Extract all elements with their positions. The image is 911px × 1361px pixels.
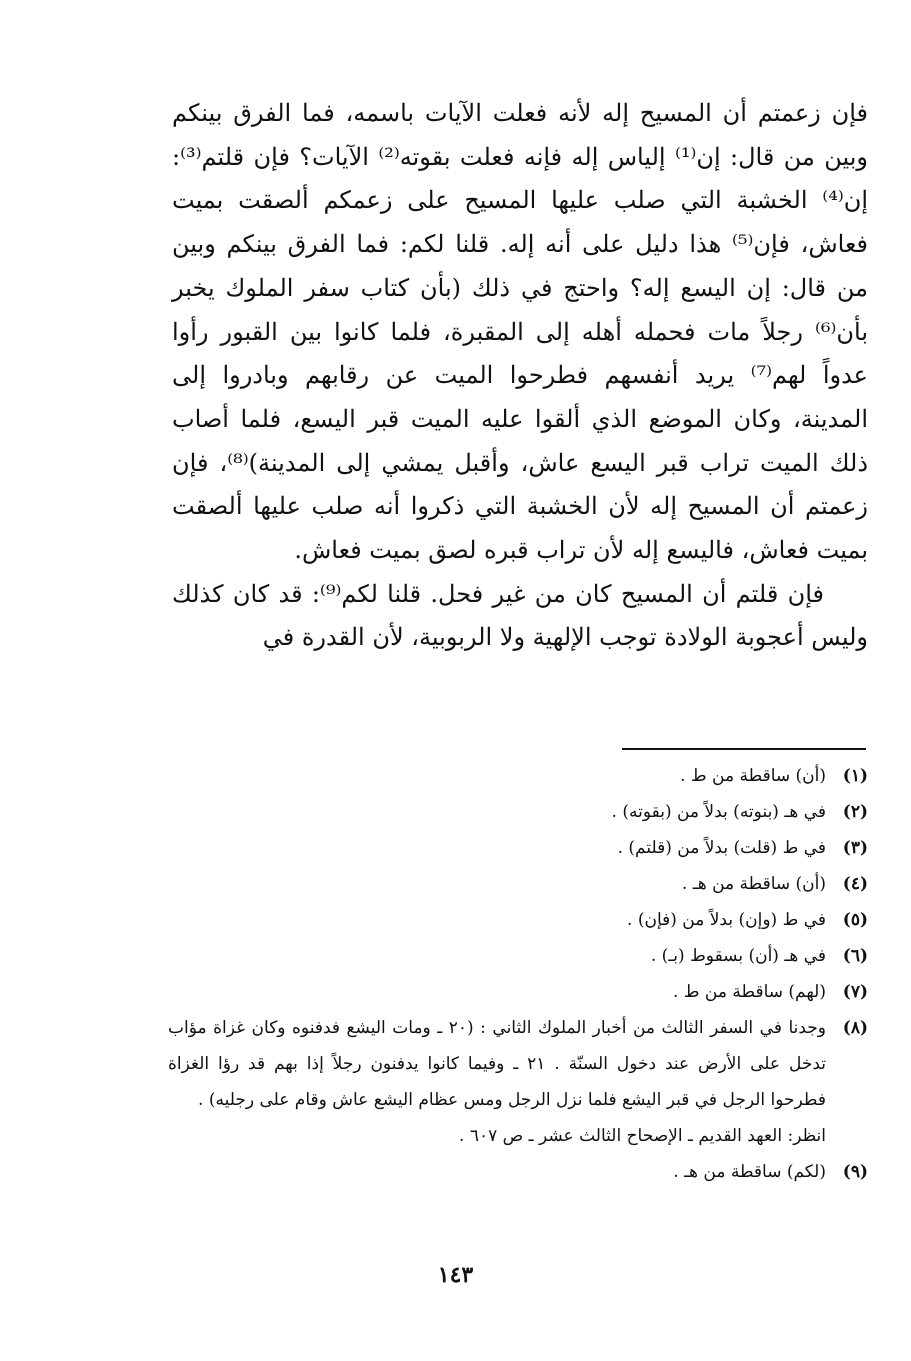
footnote-text: (أن) ساقطة من ط . [680, 766, 826, 786]
footnote-7 [168, 974, 868, 1010]
footnote-number: (٩) [842, 1162, 868, 1182]
main-text [172, 92, 868, 660]
footnote-3 [168, 830, 868, 866]
footnote-number: (١) [842, 766, 868, 786]
footnote-8-reference: انظر: العهد القديم ـ الإصحاح الثالث عشر ـ ص ٦٠٧ . [459, 1126, 826, 1146]
footnote-number: (٥) [842, 910, 868, 930]
paragraph-2: فإن قلتم أن المسيح كان من غير فحل. قلنا لكم⁽⁹⁾: قد كان كذلك وليس أعجوبة الولادة توجب الإلهية ولا الربوبية، لأن القدرة في [172, 579, 868, 652]
footnote-number: (٢) [842, 802, 868, 822]
footnote-4 [168, 866, 868, 902]
footnote-number: (٨) [842, 1018, 868, 1038]
footnote-number: (٤) [842, 874, 868, 894]
footnote-text: وجدنا في السفر الثالث من أخبار الملوك الثاني : (٢٠ ـ ومات اليشع فدفنوه وكان غزاة مؤاب تدخل على الأرض عند دخول السنّة . ٢١ ـ وفيما كانوا يدفنون رجلاً إذا بهم قد رؤا الغزاة فطرحوا الرجل في قبر اليشع فلما نزل الرجل ومس عظام اليشع عاش وقام على رجليه) . [168, 1018, 827, 1110]
footnote-8 [168, 1010, 868, 1118]
footnote-2 [168, 794, 868, 830]
footnote-text: في هـ (بنوته) بدلاً من (بقوته) . [611, 802, 826, 822]
footnote-9 [168, 1154, 868, 1190]
footnotes [168, 758, 868, 1190]
footnote-text: في ط (وإن) بدلاً من (فإن) . [627, 910, 826, 930]
footnote-separator [622, 748, 866, 750]
page-number: ١٤٣ [437, 1262, 474, 1288]
footnote-number: (٧) [842, 982, 868, 1002]
footnote-text: (لهم) ساقطة من ط . [673, 982, 826, 1002]
footnote-5 [168, 902, 868, 938]
footnote-text: (لكم) ساقطة من هـ . [673, 1162, 826, 1182]
footnote-text: في هـ (أن) بسقوط (بـ) . [650, 946, 826, 966]
footnote-6 [168, 938, 868, 974]
footnote-number: (٦) [842, 946, 868, 966]
footnote-1 [168, 758, 868, 794]
footnote-text: (أن) ساقطة من هـ . [681, 874, 826, 894]
footnote-number: (٣) [842, 838, 868, 858]
paragraph-1: فإن زعمتم أن المسيح إله لأنه فعلت الآيات باسمه، فما الفرق بينكم وبين من قال: إن⁽¹⁾ إلياس إله فإنه فعلت بقوته⁽²⁾ الآيات؟ فإن قلتم⁽³⁾: إن⁽⁴⁾ الخشبة التي صلب عليها المسيح على زعمكم ألصقت بميت فعاش، فإن⁽⁵⁾ هذا دليل على أنه إله. قلنا لكم: فما الفرق بينكم وبين من قال: إن اليسع إله؟ واحتج في ذلك (بأن كتاب سفر الملوك يخبر بأن⁽⁶⁾ رجلاً مات فحمله أهله إلى المقبرة، فلما كانوا بين القبور رأوا عدواً لهم⁽⁷⁾ يريد أنفسهم فطرحوا الميت عن رقابهم وبادروا إلى المدينة، وكان الموضع الذي ألقوا عليه الميت قبر اليسع، فلما أصاب ذلك الميت تراب قبر اليسع عاش، وأقبل يمشي إلى المدينة)⁽⁸⁾، فإن زعمتم أن المسيح إله لأن الخشبة التي ذكروا أنه صلب عليها ألصقت بميت فعاش، فاليسع إله لأن تراب قبره لصق بميت فعاش. [172, 99, 869, 565]
footnote-text: في ط (قلت) بدلاً من (قلتم) . [617, 838, 826, 858]
